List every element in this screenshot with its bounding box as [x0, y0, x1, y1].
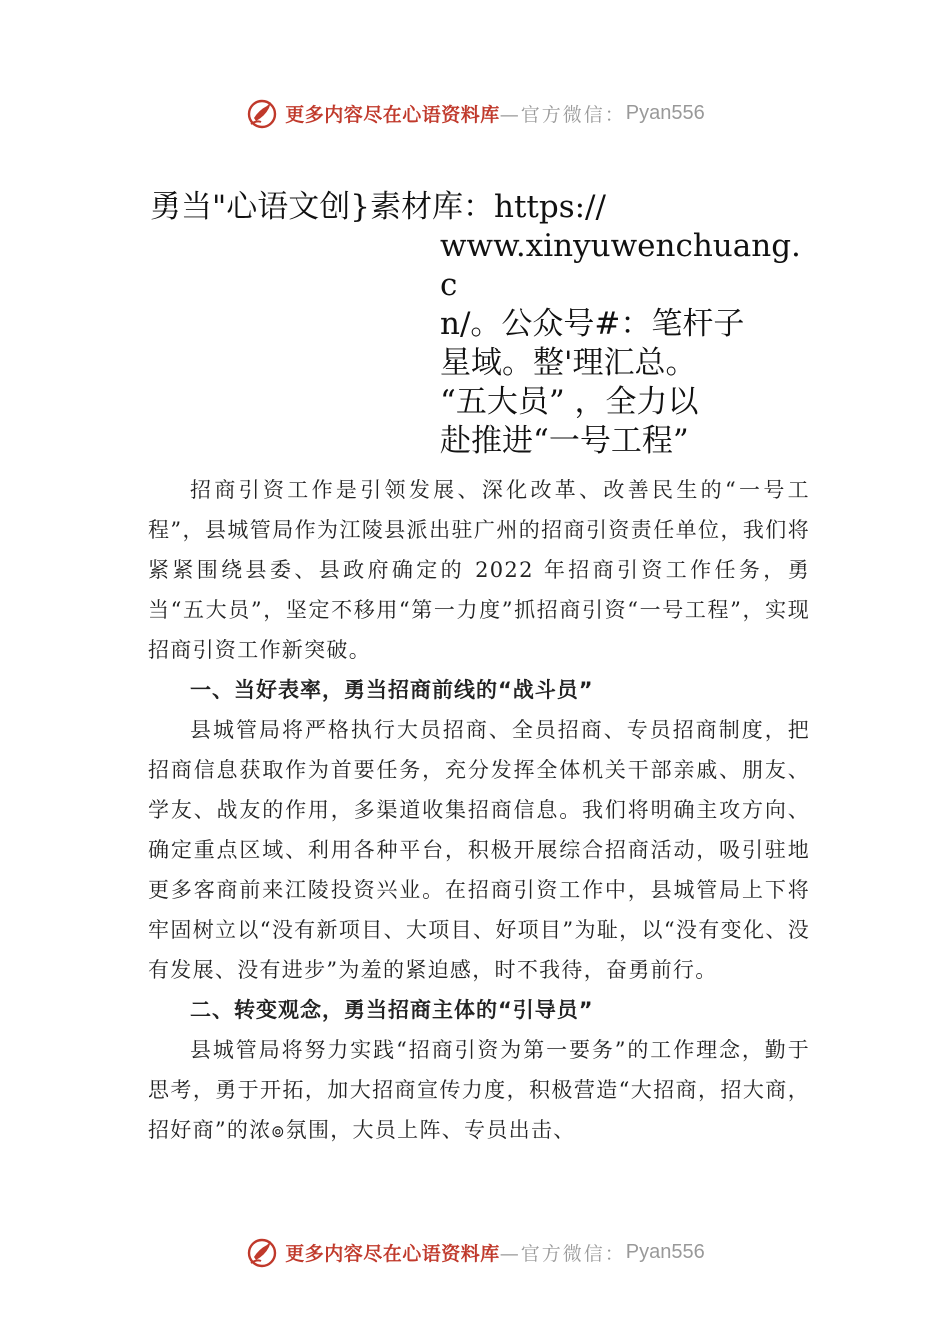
- pen-logo-icon: [245, 96, 279, 130]
- title-line-6: 赴推进“一号工程”: [440, 423, 689, 459]
- banner-text: 更多内容尽在心语资料库: [285, 103, 500, 126]
- title-line-4: 星域。整'理汇总。: [440, 345, 697, 381]
- document-body: [148, 470, 810, 1150]
- title-line-5: “五大员” ，全力以: [440, 384, 699, 420]
- title-line-2: www.xinyuwenchuang.c: [440, 228, 801, 303]
- section-2-paragraph: 县城管局将努力实践“招商引资为第一要务”的工作理念，勤于思考，勇于开拓，加大招商宣传力度，积极营造“大招商，招大商，招好商”的浓๏氛围，大员上阵、专员出击、: [148, 1038, 810, 1142]
- document-title: [150, 188, 810, 461]
- banner-text: 更多内容尽在心语资料库: [285, 1242, 500, 1265]
- title-line-1: 勇当"心语文创}素材库：https://: [150, 189, 606, 225]
- title-rest: [440, 227, 810, 461]
- banner-text-official: —官方微信：: [499, 1242, 626, 1265]
- footer-banner: [0, 1232, 950, 1272]
- section-1-paragraph: 县城管局将严格执行大员招商、全员招商、专员招商制度，把招商信息获取作为首要任务，充分发挥全体机关干部亲戚、朋友、学友、战友的作用，多渠道收集招商信息。我们将明确主攻方向、确定重点区域、利用各种平台，积极开展综合招商活动，吸引驻地更多客商前来江陵投资兴业。在招商引资工作中，县城管局上下将牢固树立以“没有新项目、大项目、好项目”为耻，以“没有变化、没有发展、没有进步”为羞的紧迫感，时不我待，奋勇前行。: [148, 718, 810, 982]
- header-banner: [0, 93, 950, 133]
- banner-wechat-id: Pyan556: [625, 1240, 705, 1263]
- section-heading-2: 二、转变观念，勇当招商主体的“引导员”: [190, 998, 594, 1022]
- banner-text-official: —官方微信：: [499, 103, 626, 126]
- banner-wechat-id: Pyan556: [625, 101, 705, 124]
- pen-logo-icon: [245, 1235, 279, 1269]
- section-heading-1: 一、当好表率，勇当招商前线的“战斗员”: [190, 678, 594, 702]
- intro-paragraph: 招商引资工作是引领发展、深化改革、改善民生的“一号工程”，县城管局作为江陵县派出驻广州的招商引资责任单位，我们将紧紧围绕县委、县政府确定的 2022 年招商引资工作任务，勇当“五大员”，坚定不移用“第一力度”抓招商引资“一号工程”，实现招商引资工作新突破。: [148, 478, 810, 662]
- title-line-3: n/。公众号#：笔杆子: [440, 306, 745, 342]
